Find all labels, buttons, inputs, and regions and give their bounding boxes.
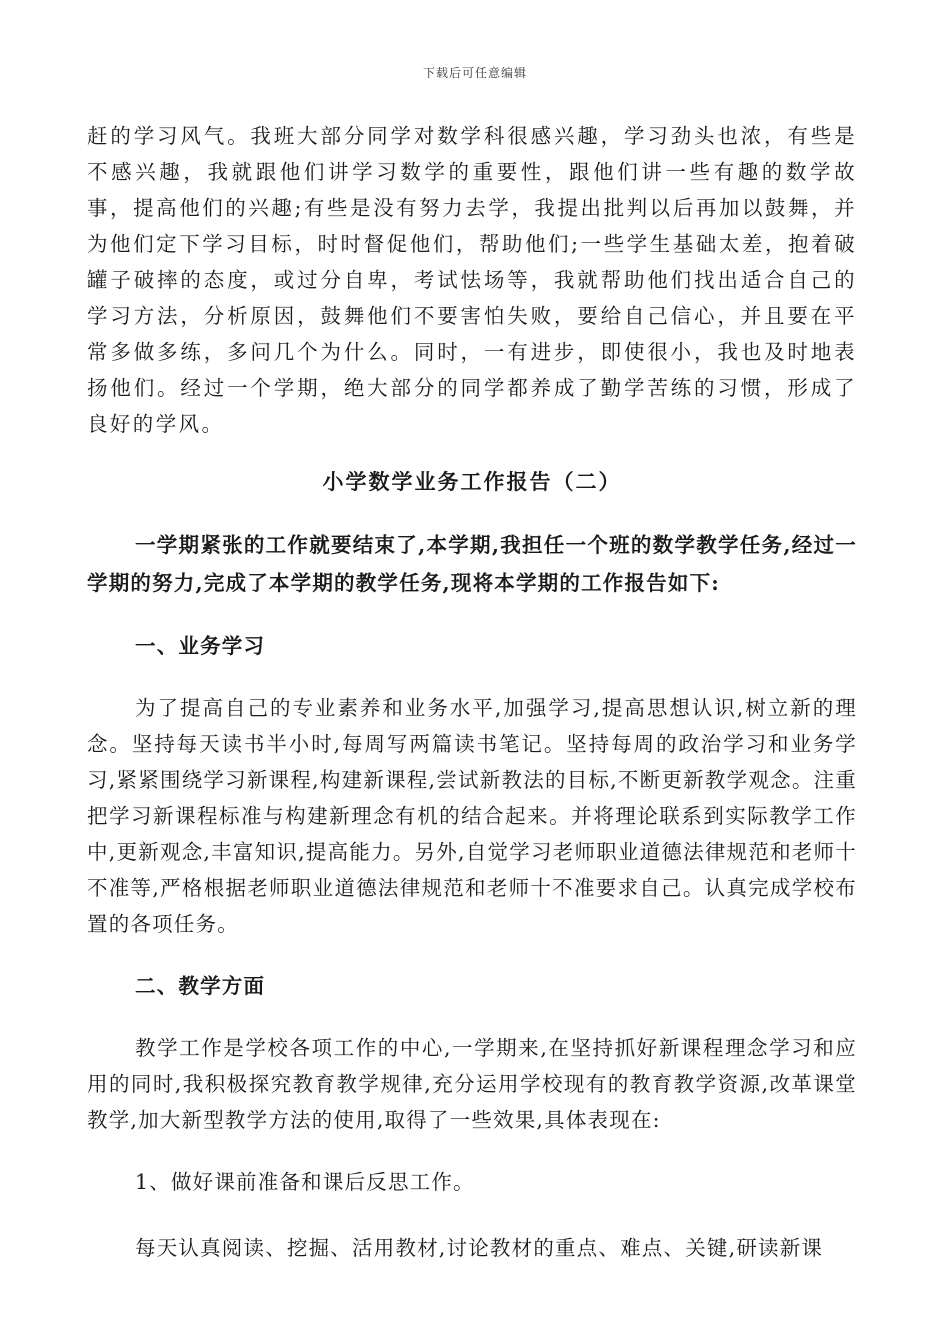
list-item-preparation-body: 每天认真阅读、挖掘、活用教材,讨论教材的重点、难点、关键,研读新课 [135,1236,824,1260]
document-body [87,118,857,1266]
intro-paragraph: 一学期紧张的工作就要结束了,本学期,我担任一个班的数学教学任务,经过一学期的努力,完成了本学期的教学任务,现将本学期的工作报告如下: [87,533,857,595]
continued-paragraph: 赶的学习风气。我班大部分同学对数学科很感兴趣，学习劲头也浓，有些是不感兴趣，我就跟他们讲学习数学的重要性，跟他们讲一些有趣的数学故事，提高他们的兴趣;有些是没有努力去学，我提出批判以后再加以鼓舞，并为他们定下学习目标，时时督促他们，帮助他们;一些学生基础太差，抱着破罐子破摔的态度，或过分自卑，考试怯场等，我就帮助他们找出适合自己的学习方法，分析原因，鼓舞他们不要害怕失败，要给自己信心，并且要在平常多做多练，多问几个为什么。同时，一有进步，即使很小，我也及时地表扬他们。经过一个学期，绝大部分的同学都养成了勤学苦练的习惯，形成了良好的学风。 [87,124,857,436]
section-body-business-study: 为了提高自己的专业素养和业务水平,加强学习,提高思想认识,树立新的理念。坚持每天读书半小时,每周写两篇读书笔记。坚持每周的政治学习和业务学习,紧紧围绕学习新课程,构建新课程,尝试新教法的目标,不断更新教学观念。注重把学习新课程标准与构建新理念有机的结合起来。并将理论联系到实际教学工作中,更新观念,丰富知识,提高能力。另外,自觉学习老师职业道德法律规范和老师十不准等,严格根据老师职业道德法律规范和老师十不准要求自己。认真完成学校布置的各项任务。 [87,696,857,936]
header-note: 下载后可任意编辑 [422,66,527,80]
section-heading-teaching: 二、教学方面 [135,974,266,998]
report-title: 小学数学业务工作报告（二） [322,469,622,494]
list-item-preparation: 1、做好课前准备和课后反思工作。 [135,1170,475,1194]
section-body-teaching: 教学工作是学校各项工作的中心,一学期来,在坚持抓好新课程理念学习和应用的同时,我积极探究教育教学规律,充分运用学校现有的教育教学资源,改革课堂教学,加大新型教学方法的使用,取得了一些效果,具体表现在: [87,1036,857,1132]
section-heading-business-study: 一、业务学习 [135,634,266,658]
